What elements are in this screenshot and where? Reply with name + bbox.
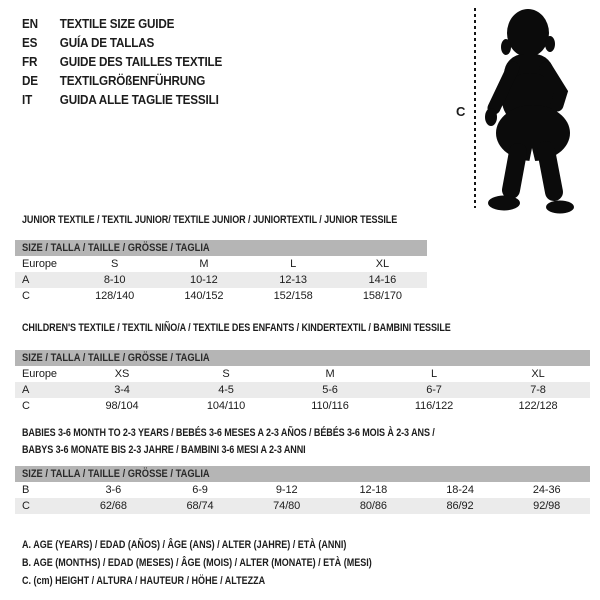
table-cell: 86/92: [446, 500, 474, 512]
table-row: [15, 398, 590, 414]
footnote-age-months: B. AGE (MONTHS) / EDAD (MESES) / ÂGE (MOIS) / ALTER (MONATE) / ETÀ (MESI): [22, 557, 372, 569]
lang-label: GUIDA ALLE TAGLIE TESSILI: [59, 92, 219, 107]
table-cell: M: [199, 258, 209, 270]
lang-label: GUIDE DES TAILLES TEXTILE: [59, 54, 223, 69]
lang-row-en: [22, 14, 222, 33]
table-cell: 62/68: [99, 500, 127, 512]
lang-code: EN: [22, 16, 38, 31]
size-header-label: SIZE / TALLA / TAILLE / GRÖSSE / TAGLIA: [22, 352, 210, 364]
children-size-table: [15, 350, 590, 414]
lang-row-fr: [22, 52, 222, 71]
lang-row-de: [22, 71, 222, 90]
table-cell: L: [290, 258, 297, 270]
babies-table-title-line2: BABYS 3-6 MONATE BIS 2-3 JAHRE / BAMBINI 3-6 MESI A 2-3 ANNI: [22, 444, 306, 456]
footnote-height: C. (cm) HEIGHT / ALTURA / HAUTEUR / HÖHE / ALTEZZA: [22, 575, 266, 587]
row-label: A: [22, 274, 30, 286]
lang-label: TEXTILGRÖßENFÜHRUNG: [59, 73, 206, 88]
size-header-bar: [15, 240, 427, 256]
lang-label: TEXTILE SIZE GUIDE: [59, 16, 175, 31]
size-header-bar: [15, 350, 590, 366]
table-cell: 18-24: [446, 484, 474, 496]
table-cell: 4-5: [218, 384, 234, 396]
table-cell: 140/152: [184, 290, 224, 302]
table-row: [15, 366, 590, 382]
table-cell: XL: [531, 368, 545, 380]
size-header-label: SIZE / TALLA / TAILLE / GRÖSSE / TAGLIA: [22, 242, 210, 254]
lang-code: DE: [22, 73, 38, 88]
table-cell: 7-8: [530, 384, 546, 396]
height-marker-label: C: [456, 104, 466, 119]
table-row: [15, 288, 427, 304]
row-label: B: [22, 484, 30, 496]
table-body: [15, 256, 427, 304]
junior-table-title: JUNIOR TEXTILE / TEXTIL JUNIOR/ TEXTILE JUNIOR / JUNIORTEXTIL / JUNIOR TESSILE: [22, 214, 398, 226]
table-cell: 110/116: [311, 400, 349, 412]
table-body: [15, 482, 590, 514]
children-table-title: CHILDREN'S TEXTILE / TEXTIL NIÑO/A / TEXTILE DES ENFANTS / KINDERTEXTIL / BAMBINI TESSILE: [22, 322, 451, 334]
language-title-block: [22, 14, 244, 109]
table-row: [15, 382, 590, 398]
row-label: C: [22, 500, 30, 512]
lang-code: FR: [22, 54, 38, 69]
row-label: A: [22, 384, 30, 396]
table-cell: 116/122: [414, 400, 454, 412]
table-cell: 5-6: [322, 384, 338, 396]
table-cell: XL: [375, 258, 389, 270]
row-label: Europe: [22, 368, 57, 380]
table-cell: S: [111, 258, 119, 270]
table-cell: 24-36: [532, 484, 561, 496]
row-label: Europe: [22, 258, 57, 270]
table-cell: 122/128: [518, 400, 558, 412]
lang-label: GUÍA DE TALLAS: [59, 35, 155, 50]
table-cell: XS: [114, 368, 130, 380]
table-row: [15, 498, 590, 514]
table-cell: 12-18: [359, 484, 388, 496]
junior-size-table: [15, 240, 427, 304]
table-cell: 3-4: [114, 384, 130, 396]
height-dotted-line: [474, 8, 476, 208]
table-cell: L: [430, 368, 438, 380]
table-cell: 12-13: [279, 274, 307, 286]
row-label: C: [22, 290, 30, 302]
table-cell: 104/110: [206, 400, 246, 412]
toddler-silhouette-icon: [480, 0, 598, 218]
table-cell: 6-9: [192, 484, 208, 496]
babies-size-table: [15, 466, 590, 514]
row-label: C: [22, 400, 30, 412]
table-row: [15, 256, 427, 272]
table-cell: S: [222, 368, 230, 380]
table-cell: M: [325, 368, 335, 380]
lang-code: ES: [22, 35, 38, 50]
size-header-bar: [15, 466, 590, 482]
table-cell: 8-10: [103, 274, 126, 286]
table-cell: 68/74: [186, 500, 214, 512]
footnote-legend: [22, 536, 449, 590]
table-row: [15, 272, 427, 288]
table-cell: 14-16: [368, 274, 397, 286]
table-cell: 98/104: [105, 400, 139, 412]
table-cell: 9-12: [275, 484, 298, 496]
table-cell: 80/86: [359, 500, 387, 512]
table-cell: 158/170: [362, 290, 402, 302]
lang-code: IT: [22, 92, 33, 107]
size-header-label: SIZE / TALLA / TAILLE / GRÖSSE / TAGLIA: [22, 468, 210, 480]
table-cell: 3-6: [105, 484, 122, 496]
table-cell: 152/158: [273, 290, 313, 302]
table-body: [15, 366, 590, 414]
lang-row-it: [22, 90, 222, 109]
table-cell: 10-12: [190, 274, 218, 286]
table-cell: 6-7: [426, 384, 442, 396]
lang-row-es: [22, 33, 222, 52]
table-cell: 128/140: [95, 290, 135, 302]
babies-table-title-line1: BABIES 3-6 MONTH TO 2-3 YEARS / BEBÉS 3-6 MESES A 2-3 AÑOS / BÉBÉS 3-6 MOIS À 2-3 ANS /: [22, 427, 435, 439]
table-cell: 92/98: [533, 500, 561, 512]
table-row: [15, 482, 590, 498]
footnote-age-years: A. AGE (YEARS) / EDAD (AÑOS) / ÂGE (ANS) / ALTER (JAHRE) / ETÀ (ANNI): [22, 539, 347, 551]
table-cell: 74/80: [273, 500, 301, 512]
